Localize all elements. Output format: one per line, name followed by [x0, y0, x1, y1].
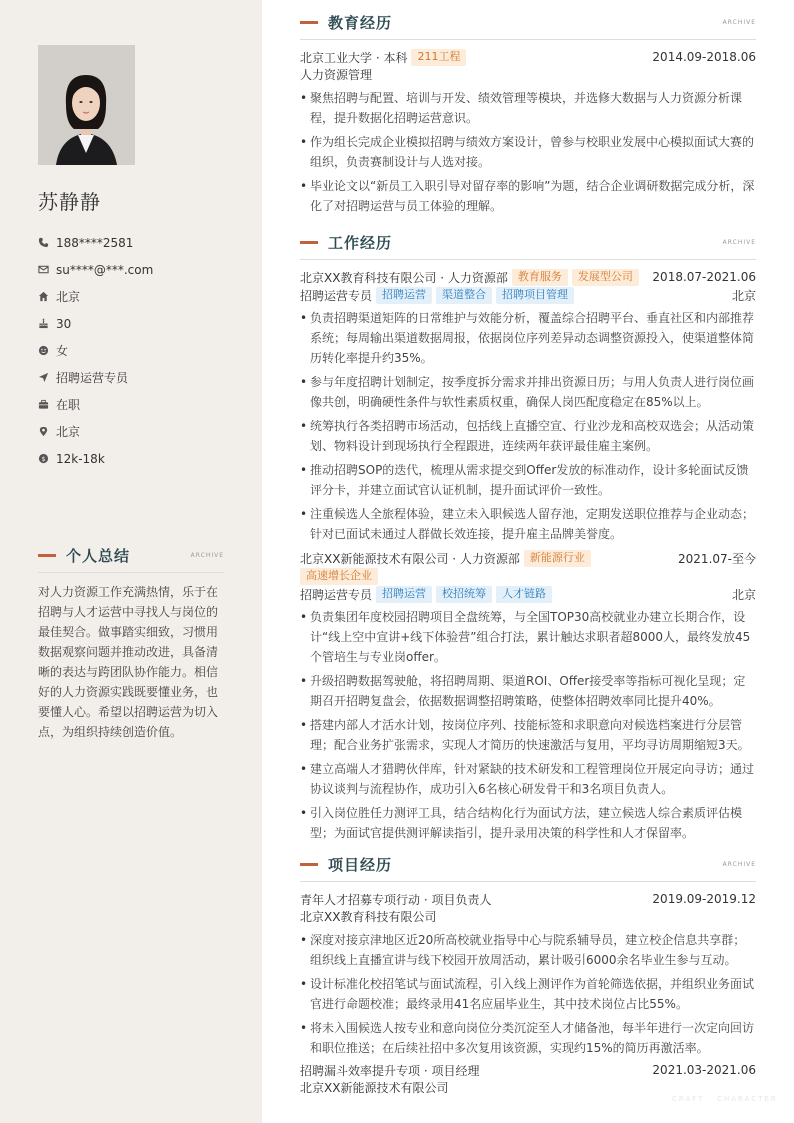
school-name: 北京工业大学 · 本科	[300, 50, 408, 65]
list-item: • 将未入围候选人按专业和意向岗位分类沉淀至人才储备池，每半年进行一次定向回访和职位推送；在后续社招中多次复用该资源，实现约15%的简历再激活率。	[300, 1018, 756, 1058]
work-header	[300, 231, 756, 253]
company-name: 北京XX新能源技术有限公司 · 人力资源部	[300, 551, 520, 566]
project-date: 2019.09-2019.12	[652, 892, 756, 906]
role-row	[300, 286, 756, 304]
info-location	[38, 418, 153, 445]
info-status	[38, 391, 153, 418]
watermark: CRAFT · CHARACTER	[672, 1095, 778, 1103]
list-item: • 引入岗位胜任力测评工具，结合结构化行为面试方法，建立候选人综合素质评估模型；为面试官提供测评解读指引，提升录用决策的科学性和人才保留率。	[300, 803, 756, 843]
job-city: 北京	[731, 587, 756, 602]
summary-title: 个人总结	[66, 546, 131, 565]
projects-title: 项目经历	[328, 855, 393, 874]
role-tag: 校招统筹	[436, 586, 492, 603]
project-name: 招聘漏斗效率提升专项 · 项目经理	[300, 1063, 480, 1078]
status-text: 在职	[56, 398, 81, 412]
company-tag: 发展型公司	[572, 269, 639, 286]
list-item: • 注重候选人全旅程体验，建立未入职候选人留存池，定期发送职位推荐与企业动态；针对已面试未通过人群做长效连接，提升雇主品牌美誉度。	[300, 504, 756, 544]
archive-label: ARCHIVE	[722, 860, 756, 868]
project-row	[300, 1061, 756, 1079]
education-date: 2014.09-2018.06	[652, 50, 756, 64]
phone-text: 188****2581	[56, 235, 134, 250]
major-name: 人力资源管理	[300, 68, 373, 82]
projects-header	[300, 853, 756, 875]
job-target-text: 招聘运营专员	[56, 371, 129, 385]
accent-bar	[300, 241, 318, 244]
info-salary	[38, 445, 153, 472]
list-item: • 作为组长完成企业模拟招聘与绩效方案设计，曾参与校职业发展中心模拟面试大赛的组织，负责赛制设计与人选对接。	[300, 132, 756, 172]
job-row	[300, 268, 756, 286]
project-date: 2021.03-2021.06	[652, 1063, 756, 1077]
projects-section	[300, 853, 756, 1097]
company-tag: 高速增长企业	[300, 568, 378, 585]
info-email	[38, 256, 153, 283]
role-tag: 招聘运营	[376, 287, 432, 304]
education-row	[300, 48, 756, 66]
company-name: 北京XX教育科技有限公司 · 人力资源部	[300, 270, 508, 285]
job-city: 北京	[731, 288, 756, 303]
project-name: 青年人才招募专项行动 · 项目负责人	[300, 892, 492, 907]
list-item: • 聚焦招聘与配置、培训与开发、绩效管理等模块，并选修大数据与人力资源分析课程，提升数据化招聘运营意识。	[300, 88, 756, 128]
role-row	[300, 585, 756, 603]
list-item: • 负责招聘渠道矩阵的日常维护与效能分析，覆盖综合招聘平台、垂直社区和内部推荐系统；每周输出渠道数据周报，依据岗位序列差异动态调整资源投入，使渠道整体简历转化率提升约35%。	[300, 308, 756, 368]
list-item: • 统筹执行各类招聘市场活动，包括线上直播空宣、行业沙龙和高校双选会；从活动策划、物料设计到现场执行全程跟进，连续两年获评最佳雇主案例。	[300, 416, 756, 456]
company-tag: 教育服务	[512, 269, 568, 286]
role-name: 招聘运营专员	[300, 587, 373, 602]
phone-icon	[38, 237, 56, 248]
section-divider	[300, 259, 756, 260]
list-item: • 深度对接京津地区近20所高校就业指导中心与院系辅导员，建立校企信息共享群；组织线上直播宣讲与线下校园开放周活动，累计吸引6000余名毕业生参与互动。	[300, 930, 756, 970]
home-icon	[38, 291, 56, 302]
money-icon	[38, 453, 56, 464]
hometown-text: 北京	[56, 290, 81, 304]
info-gender	[38, 337, 153, 364]
summary-section	[38, 544, 224, 742]
education-header	[300, 11, 756, 33]
section-divider	[300, 39, 756, 40]
role-tag: 招聘运营	[376, 586, 432, 603]
school-tag: 211工程	[411, 49, 466, 66]
svg-text:$: $	[41, 454, 46, 463]
briefcase-icon	[38, 399, 56, 410]
job-bullets	[300, 308, 756, 544]
list-item: • 升级招聘数据驾驶舱，将招聘周期、渠道ROI、Offer接受率等指标可视化呈现；定期召开招聘复盘会，依据数据调整招聘策略，使整体招聘效率同比提升40%。	[300, 671, 756, 711]
email-text: su****@***.com	[56, 262, 154, 277]
list-item: • 参与年度招聘计划制定，按季度拆分需求并排出资源日历；与用人负责人进行岗位画像共创，明确硬性条件与软性素质权重，确保人岗匹配度稳定在85%以上。	[300, 372, 756, 412]
cake-icon	[38, 318, 56, 329]
info-age	[38, 310, 153, 337]
archive-label: ARCHIVE	[722, 238, 756, 246]
archive-label: ARCHIVE	[722, 18, 756, 26]
age-text: 30	[56, 316, 72, 331]
profile-photo	[38, 45, 135, 165]
list-item: • 设计标准化校招笔试与面试流程，引入线上测评作为首轮筛选依据，并组织业务面试官进行命题校准；最终录用41名应届毕业生，其中技术岗位占比55%。	[300, 974, 756, 1014]
list-item: • 毕业论文以“新员工入职引导对留存率的影响”为题，结合企业调研数据完成分析，深化了对招聘运营与员工体验的理解。	[300, 176, 756, 216]
role-name: 招聘运营专员	[300, 288, 373, 303]
location-text: 北京	[56, 425, 81, 439]
send-icon	[38, 372, 56, 383]
job-bullets	[300, 607, 756, 843]
candidate-name: 苏静静	[38, 190, 101, 214]
gender-text: 女	[56, 344, 69, 358]
project-row	[300, 890, 756, 908]
company-tag: 新能源行业	[524, 550, 591, 567]
list-item: • 搭建内部人才活水计划，按岗位序列、技能标签和求职意向对候选档案进行分层管理；配合业务扩张需求，实现人才简历的快速激活与复用，平均寻访周期缩短3天。	[300, 715, 756, 755]
smiley-icon	[38, 345, 56, 356]
work-title: 工作经历	[328, 233, 393, 252]
summary-header	[38, 544, 224, 566]
main-content	[262, 0, 794, 1123]
education-title: 教育经历	[328, 13, 393, 32]
list-item: • 建立高端人才猎聘伙伴库，针对紧缺的技术研发和工程管理岗位开展定向寻访；通过协议谈判与流程协作，成功引入6名核心研发骨干和3名项目负责人。	[300, 759, 756, 799]
role-tag: 渠道整合	[436, 287, 492, 304]
sidebar	[0, 0, 262, 1123]
work-section	[300, 231, 756, 843]
project-bullets	[300, 930, 756, 1058]
section-divider	[300, 881, 756, 882]
role-tag: 招聘项目管理	[496, 287, 574, 304]
list-item: • 负责集团年度校园招聘项目全盘统筹，与全国TOP30高校就业办建立长期合作，设计“线上空中宣讲+线下体验营”组合打法，累计触达求职者超8000人，最终发放45个管培生与专业岗offer。	[300, 607, 756, 667]
section-divider	[38, 572, 224, 573]
summary-text: 对人力资源工作充满热情，乐于在招聘与人才运营中寻找人与岗位的最佳契合。做事踏实细致，习惯用数据观察问题并推动改进，具备清晰的表达与跨团队协作能力。相信好的人力资源实践既要懂业务，也要懂人心。希望以招聘运营为切入点，为组织持续创造价值。	[38, 585, 219, 739]
accent-bar	[300, 21, 318, 24]
location-pin-icon	[38, 426, 56, 437]
project-org: 北京XX新能源技术有限公司	[300, 1081, 449, 1095]
project-org: 北京XX教育科技有限公司	[300, 910, 437, 924]
accent-bar	[300, 863, 318, 866]
company-tag-wrap-row	[300, 567, 756, 585]
education-section	[300, 11, 756, 216]
info-job-target	[38, 364, 153, 391]
role-tag: 人才链路	[496, 586, 552, 603]
archive-label: ARCHIVE	[190, 551, 224, 559]
job-date: 2018.07-2021.06	[652, 270, 756, 284]
accent-bar	[38, 554, 56, 557]
job-row	[300, 549, 756, 567]
salary-text: 12k-18k	[56, 451, 105, 466]
info-phone	[38, 229, 153, 256]
education-bullets	[300, 88, 756, 216]
job-date: 2021.07-至今	[678, 551, 756, 566]
contact-info-list	[38, 229, 153, 472]
info-hometown	[38, 283, 153, 310]
mail-icon	[38, 264, 56, 275]
list-item: • 推动招聘SOP的迭代，梳理从需求提交到Offer发放的标准动作，设计多轮面试反馈评分卡，并建立面试官认证机制，提升面试评价一致性。	[300, 460, 756, 500]
